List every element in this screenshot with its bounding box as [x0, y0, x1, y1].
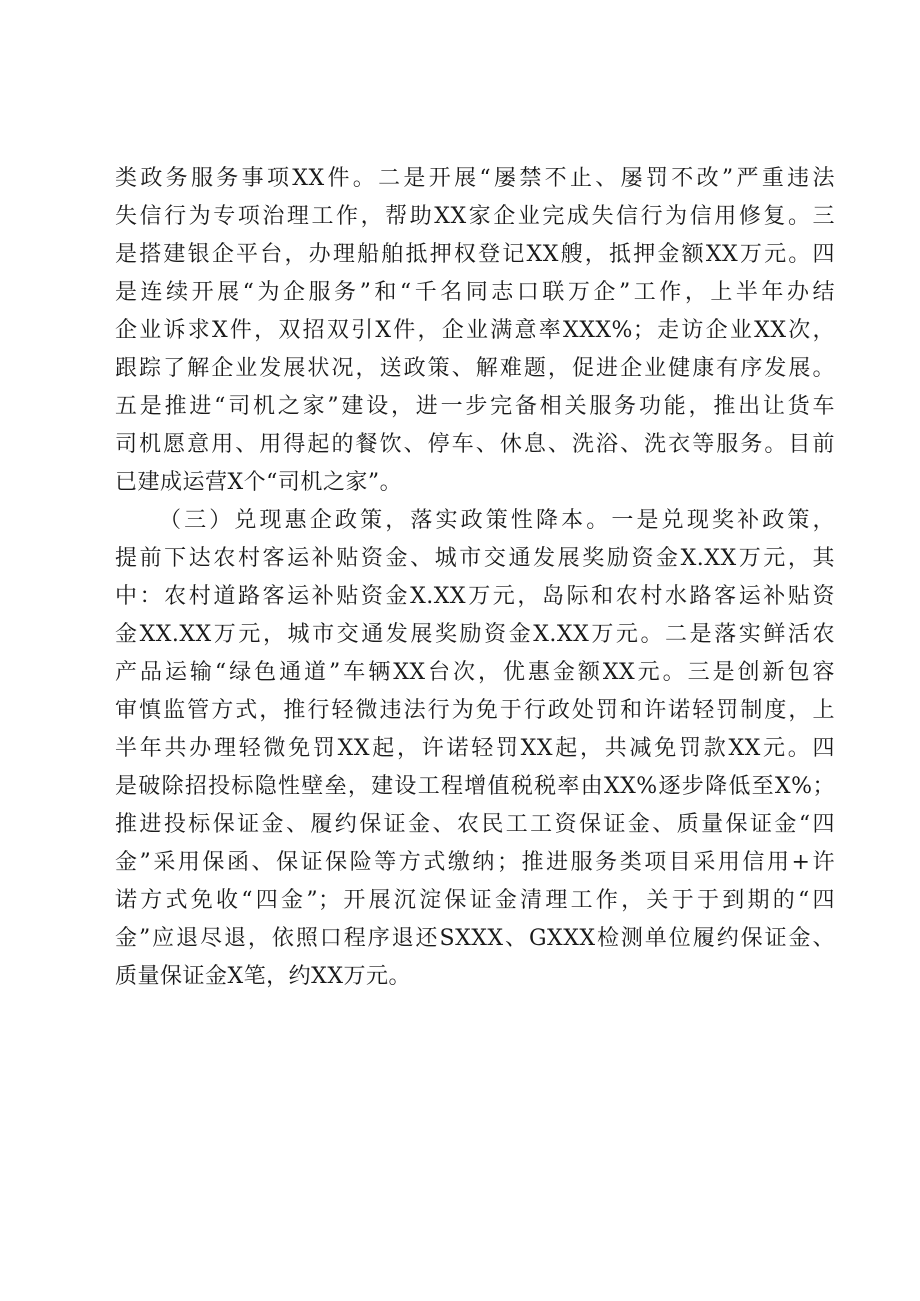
section-heading-line: （三）兑现惠企政策，落实政策性降本。一是兑现奖补政策， — [159, 508, 835, 533]
text-line: 金”应退尽退，依照口程序退还SXXX、GXXX检测单位履约保证金、 — [115, 926, 835, 951]
text-line: 是连续开展“为企服务”和“千名同志口联万企”工作，上半年办结 — [115, 280, 835, 305]
text-line: 类政务服务事项XX件。二是开展“屡禁不止、屡罚不改”严重违法 — [115, 166, 835, 191]
text-line: 五是推进“司机之家”建设，进一步完备相关服务功能，推出让货车 — [115, 394, 835, 419]
text-line: 跟踪了解企业发展状况，送政策、解难题，促进企业健康有序发展。 — [115, 356, 835, 381]
text-line: 推进投标保证金、履约保证金、农民工工资保证金、质量保证金“四 — [115, 812, 835, 837]
text-line: 金XX.XX万元，城市交通发展奖励资金X.XX万元。二是落实鲜活农 — [115, 622, 835, 647]
text-line: 质量保证金X笔，约XX万元。 — [115, 964, 411, 989]
text-line: 是破除招投标隐性壁垒，建设工程增值税税率由XX%逐步降低至X%； — [115, 774, 835, 799]
text-line: 已建成运营X个“司机之家”。 — [115, 470, 403, 495]
text-line: 提前下达农村客运补贴资金、城市交通发展奖励资金X.XX万元，其 — [115, 546, 835, 571]
paragraph-2 — [115, 502, 835, 996]
text-line: 企业诉求X件，双招双引X件，企业满意率XXX%；走访企业XX次， — [115, 318, 835, 343]
text-line: 金”采用保函、保证保险等方式缴纳；推进服务类项目采用信用+许 — [115, 850, 835, 875]
text-line: 半年共办理轻微免罚XX起，许诺轻罚XX起，共减免罚款XX元。四 — [115, 736, 835, 761]
paragraph-1 — [115, 160, 835, 502]
text-line: 审慎监管方式，推行轻微违法行为免于行政处罚和许诺轻罚制度，上 — [115, 698, 835, 723]
text-line: 司机愿意用、用得起的餐饮、停车、休息、洗浴、洗衣等服务。目前 — [115, 432, 835, 457]
text-line: 诺方式免收“四金”；开展沉淀保证金清理工作，关于于到期的“四 — [115, 888, 835, 913]
text-line: 是搭建银企平台，办理船舶抵押权登记XX艘，抵押金额XX万元。四 — [115, 242, 835, 267]
text-line: 产品运输“绿色通道”车辆XX台次，优惠金额XX元。三是创新包容 — [115, 660, 835, 685]
text-line: 失信行为专项治理工作，帮助XX家企业完成失信行为信用修复。三 — [115, 204, 835, 229]
text-line: 中：农村道路客运补贴资金X.XX万元，岛际和农村水路客运补贴资 — [115, 584, 835, 609]
document-body — [115, 160, 835, 996]
